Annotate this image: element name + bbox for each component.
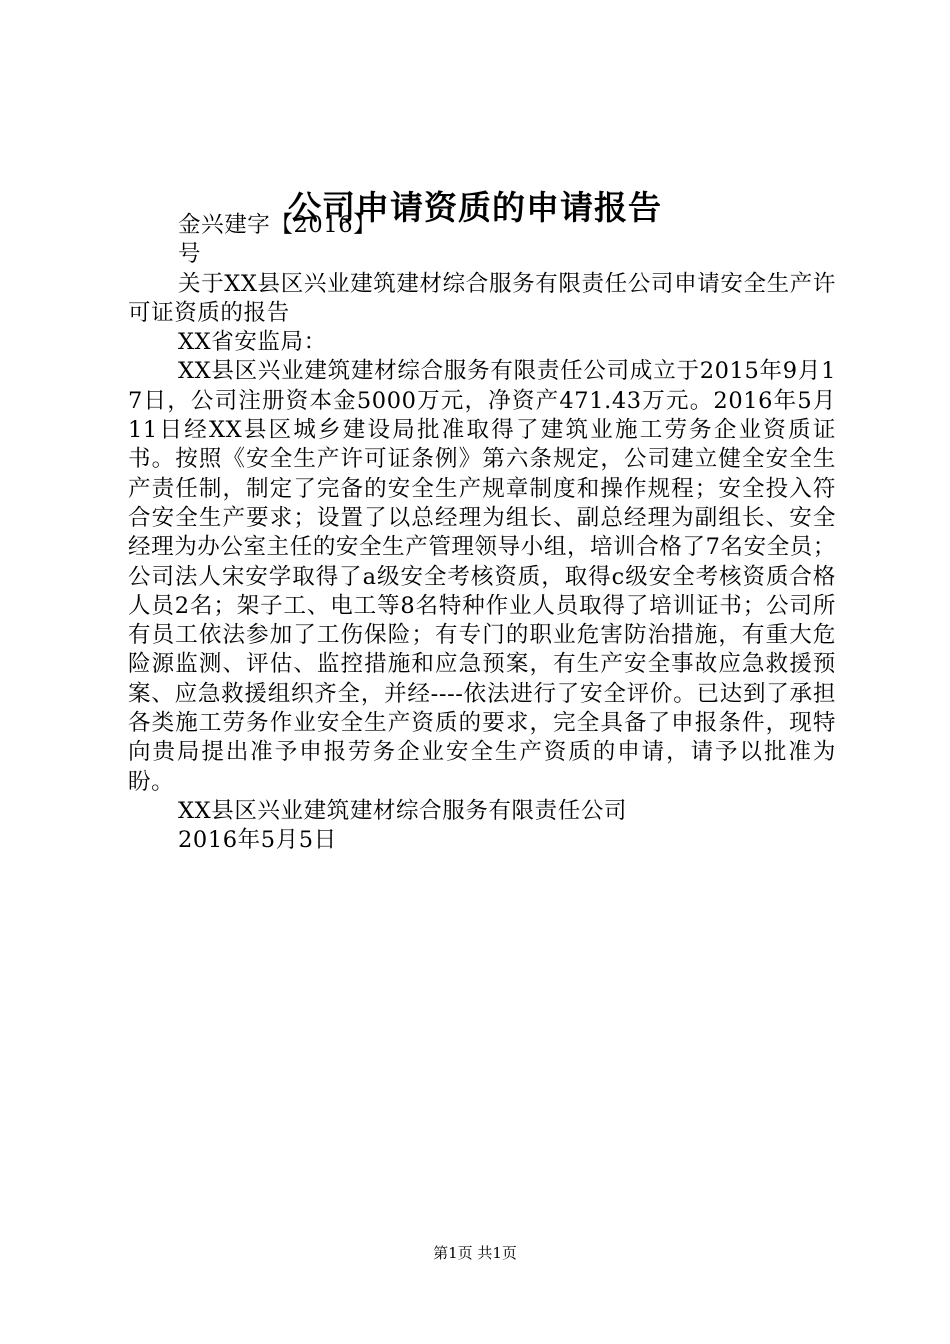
document-body bbox=[128, 211, 836, 856]
page-footer: 第1页 共1页 bbox=[433, 1244, 517, 1262]
addressee: XX省安监局： bbox=[178, 329, 327, 356]
body-paragraph: XX县区兴业建筑建材综合服务有限责任公司成立于2015年9月17日，公司注册资本金5000万元，净资产471.43万元。2016年5月11日经XX县区城乡建设局批准取得了建筑业施工劳务企业资质证书。按照《安全生产许可证条例》第六条规定，公司建立健全安全生产责任制，制定了完备的安全生产规章制度和操作规程；安全投入符合安全生产要求；设置了以总经理为组长、副总经理为副组长、安全经理为办公室主任的安全生产管理领导小组，培训合格了7名安全员；公司法人宋安学取得了a级安全考核资质，取得c级安全考核资质合格人员2名；架子工、电工等8名特种作业人员取得了培训证书；公司所有员工依法参加了工伤保险；有专门的职业危害防治措施，有重大危险源监测、评估、监控措施和应急预案，有生产安全事故应急救援预案、应急救援组织齐全，并经----依法进行了安全评价。已达到了承担各类施工劳务作业安全生产资质的要求，完全具备了申报条件，现特向贵局提出准予申报劳务企业安全生产资质的申请，请予以批准为盼。 bbox=[128, 358, 836, 795]
document-title: 公司申请资质的申请报告 bbox=[288, 188, 662, 227]
signature: XX县区兴业建筑建材综合服务有限责任公司 bbox=[178, 797, 628, 824]
doc-number-line1: 金兴建字【2016】 bbox=[178, 212, 377, 238]
date: 2016年5月5日 bbox=[178, 827, 337, 854]
doc-number-line2: 号 bbox=[178, 241, 202, 268]
subject-line: 关于XX县区兴业建筑建材综合服务有限责任公司申请安全生产许可证资质的报告 bbox=[128, 270, 836, 326]
